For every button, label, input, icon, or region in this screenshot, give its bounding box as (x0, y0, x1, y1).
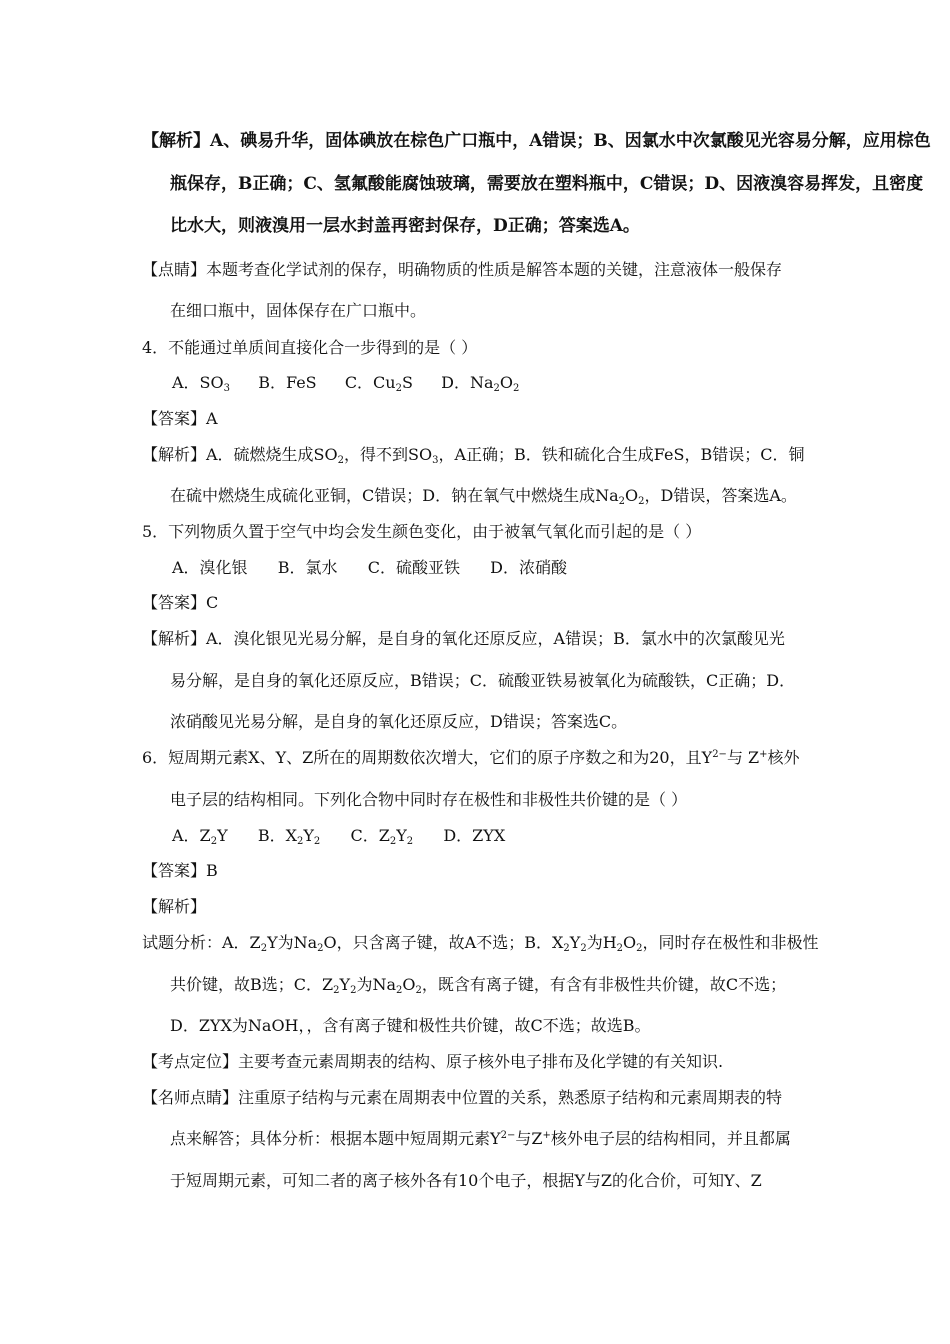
q4-options (172, 372, 519, 394)
q5-option-c: C．硫酸亚铁 (367, 558, 460, 577)
q5-option-b: B．氯水 (277, 558, 338, 577)
q6-answer: 【答案】B (142, 861, 218, 880)
q6-teacher-tip-line-1: 【名师点睛】注重原子结构与元素在周期表中位置的关系，熟悉原子结构和元素周期表的特 (142, 1088, 783, 1107)
q6-option-c: C．$Z_2Y_2$ (350, 826, 414, 847)
q6-stem-line-1: 6．短周期元素X、Y、Z所在的周期数依次增大，它们的原子序数之和为20，且$Y^{2-}$与 Z+核外 (142, 748, 800, 767)
q6-stem-line-2: 电子层的结构相同。下列化合物中同时存在极性和非极性共价键的是（ ） (170, 790, 688, 809)
analysis-line-3: 比水大，则液溴用一层水封盖再密封保存，D正确；答案选A。 (170, 216, 640, 236)
q5-answer: 【答案】C (142, 593, 219, 612)
q6-option-a: A．$Z_2Y$ (172, 826, 228, 847)
q5-options (172, 557, 567, 579)
q5-explanation-line-2: 易分解，是自身的氧化还原反应，B错误；C．硫酸亚铁易被氧化为硫酸铁，C正确；D． (170, 671, 796, 690)
q4-option-b: B．FeS (258, 373, 317, 392)
tip-line-1: 【点睛】本题考查化学试剂的保存，明确物质的性质是解答本题的关键，注意液体一般保存 (142, 260, 783, 279)
q6-explanation-line-3: D．ZYX为NaOH，，含有离子键和极性共价键，故C不选；故选B。 (170, 1016, 651, 1035)
q6-options (172, 825, 505, 847)
q4-option-c: C．$Cu_2S$ (344, 373, 413, 394)
q6-teacher-tip-line-3: 于短周期元素，可知二者的离子核外各有10个电子，根据Y与Z的化合价，可知Y、Z (170, 1171, 762, 1190)
q5-explanation-line-1: 【解析】A．溴化银见光易分解，是自身的氧化还原反应，A错误；B．氯水中的次氯酸见光 (142, 629, 785, 648)
q4-stem: 4．不能通过单质间直接化合一步得到的是（ ） (142, 338, 478, 357)
q4-explanation-line-2: 在硫中燃烧生成硫化亚铜，C错误；D．钠在氧气中燃烧生成$Na_2O_2$，D错误，答案选A。 (170, 486, 797, 507)
q6-option-b: B．$X_2Y_2$ (257, 826, 321, 847)
q6-explanation-line-2: 共价键，故B选；C．$Z_2Y_2$为$Na_2O_2$，既含有离子键，有含有非极性共价键，故C不选； (170, 975, 787, 996)
analysis-line-1: 【解析】A、碘易升华，固体碘放在棕色广口瓶中，A错误；B、因氯水中次氯酸见光容易分解，应用棕色 (142, 131, 931, 151)
q6-key-point: 【考点定位】主要考查元素周期表的结构、原子核外电子排布及化学键的有关知识. (142, 1052, 724, 1071)
q6-option-d: D．ZYX (443, 826, 506, 845)
q6-explanation-line-1: 试题分析：A．$Z_2Y$为$Na_2O$，只含离子键，故A不选；B．$X_2Y_2$为$H_2O_2$，同时存在极性和非极性 (142, 933, 819, 954)
tip-line-2: 在细口瓶中，固体保存在广口瓶中。 (170, 301, 427, 320)
q4-option-a: A．$SO_3$ (172, 373, 231, 394)
q5-explanation-line-3: 浓硝酸见光易分解，是自身的氧化还原反应，D错误；答案选C。 (170, 712, 628, 731)
analysis-line-2: 瓶保存，B正确；C、氢氟酸能腐蚀玻璃，需要放在塑料瓶中，C错误；D、因液溴容易挥发，且密度 (170, 174, 924, 194)
q4-explanation-line-1: 【解析】A．硫燃烧生成$SO_2$，得不到$SO_3$，A正确；B．铁和硫化合生成FeS，B错误；C．铜 (142, 445, 805, 466)
q5-stem: 5．下列物质久置于空气中均会发生颜色变化，由于被氧气氧化而引起的是（ ） (142, 522, 702, 541)
q6-teacher-tip-line-2: 点来解答；具体分析：根据本题中短周期元素$Y^{2-}$与Z+核外电子层的结构相同，并且都属 (170, 1129, 791, 1148)
q5-option-a: A．溴化银 (172, 558, 248, 577)
q5-option-d: D．浓硝酸 (490, 558, 567, 577)
q6-explanation-heading: 【解析】 (142, 897, 207, 916)
q4-option-d: D．$Na_2O_2$ (441, 373, 520, 394)
q4-answer: 【答案】A (142, 409, 218, 428)
